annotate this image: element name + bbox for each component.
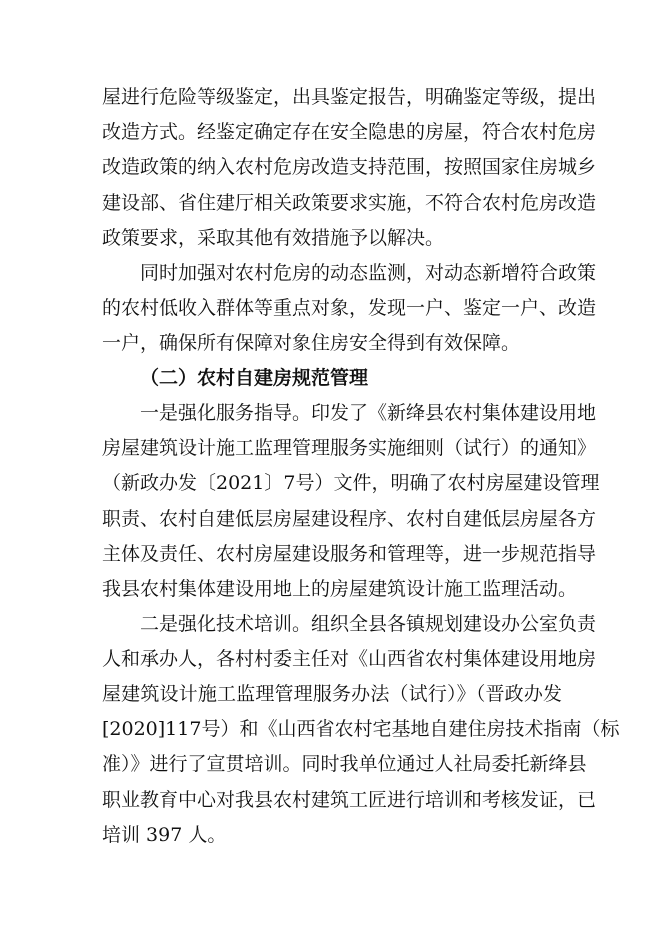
- text-line: 改造政策的纳入农村危房改造支持范围，按照国家住房城乡: [102, 156, 597, 178]
- text-line: 我县农村集体建设用地上的房屋建筑设计施工监理活动。: [102, 578, 578, 600]
- section-heading: （二）农村自建房规范管理: [140, 367, 369, 389]
- text-line: 建设部、省住建厅相关政策要求实施，不符合农村危房改造: [102, 192, 597, 214]
- text-line: 主体及责任、农村房屋建设服务和管理等，进一步规范指导: [102, 543, 597, 565]
- text-line: 同时加强对农村危房的动态监测，对动态新增符合政策: [140, 262, 597, 284]
- text-line: 的农村低收入群体等重点对象，发现一户、鉴定一户、改造: [102, 297, 597, 319]
- text-line: 职责、农村自建低层房屋建设程序、农村自建低层房屋各方: [102, 508, 597, 530]
- text-line: 屋建筑设计施工监理管理服务办法（试行）》（晋政办发: [102, 683, 562, 705]
- text-line: 准）》进行了宣贯培训。同时我单位通过人社局委托新绛县: [102, 753, 587, 775]
- text-line: 一是强化服务指导。印发了《新绛县农村集体建设用地: [140, 402, 597, 424]
- text-line: 改造方式。经鉴定确定存在安全隐患的房屋，符合农村危房: [102, 121, 597, 143]
- text-line: [2020]117号）和《山西省农村宅基地自建住房技术指南（标: [102, 718, 620, 740]
- text-line: 培训 397 人。: [102, 824, 227, 846]
- text-line: 政策要求，采取其他有效措施予以解决。: [102, 227, 445, 249]
- text-line: 屋进行危险等级鉴定，出具鉴定报告，明确鉴定等级，提出: [102, 86, 597, 108]
- text-line: 职业教育中心对我县农村建筑工匠进行培训和考核发证，已: [102, 789, 597, 811]
- text-line: 人和承办人，各村村委主任对《山西省农村集体建设用地房: [102, 648, 597, 670]
- text-line: （新政办发〔2021〕7号）文件，明确了农村房屋建设管理: [102, 472, 600, 494]
- text-line: 房屋建筑设计施工监理管理服务实施细则（试行）的通知》: [102, 437, 597, 459]
- text-line: 一户，确保所有保障对象住房安全得到有效保障。: [102, 332, 521, 354]
- text-line: 二是强化技术培训。组织全县各镇规划建设办公室负责: [140, 613, 597, 635]
